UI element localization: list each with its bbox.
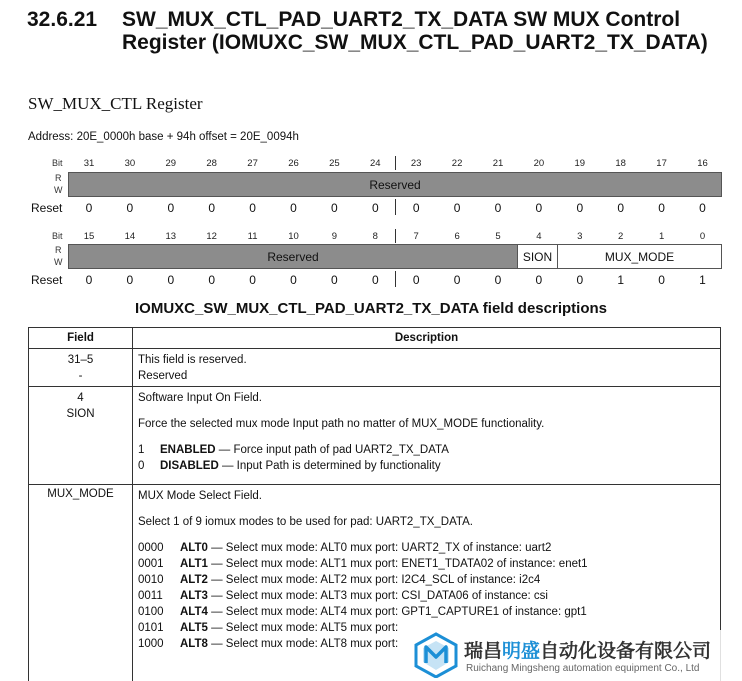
reset-value: 0 xyxy=(249,273,256,287)
reset-value: 0 xyxy=(658,201,665,215)
option-text: — Select mux mode: ALT0 mux port: UART2_TX of instance: uart2 xyxy=(207,542,552,554)
option-line xyxy=(138,604,716,620)
bit-number: 21 xyxy=(492,158,504,169)
option-name: DISABLED xyxy=(160,460,219,472)
option-code: 1 xyxy=(138,444,145,456)
reset-value: 0 xyxy=(85,201,93,215)
reset-value: 0 xyxy=(535,273,543,287)
bit-number: 10 xyxy=(288,231,299,242)
reset-value: 0 xyxy=(167,273,175,287)
reset-value: 0 xyxy=(208,201,216,215)
field-cell: MUX_MODE xyxy=(29,485,133,681)
description-cell: Software Input On Field. Force the selected mux mode Input path no matter of MUX_MODE functionality. 1 ENABLED — Force input path of pad UART2_TX_DATA 0 DISABLED — Input Path is determined by functionality xyxy=(133,387,720,484)
option-code: 0101 xyxy=(138,622,164,634)
bit-number: 16 xyxy=(697,158,708,169)
bit-number: 13 xyxy=(165,231,177,242)
bit-label: Bit xyxy=(52,158,63,168)
write-label: W xyxy=(54,257,63,267)
bit-number: 1 xyxy=(658,231,665,242)
reset-value: 0 xyxy=(412,201,420,215)
option-code: 1000 xyxy=(138,638,164,650)
option-text: — Select mux mode: ALT5 mux port: xyxy=(207,622,399,634)
option-line xyxy=(138,588,716,604)
company-logo-icon xyxy=(412,632,460,678)
bit-number: 14 xyxy=(124,231,136,242)
reset-value: 0 xyxy=(371,273,379,287)
option-name: ENABLED xyxy=(160,444,216,456)
option-code: 0 xyxy=(138,460,145,472)
option-line xyxy=(138,556,716,572)
option-code: 0100 xyxy=(138,606,164,618)
bit-number: 9 xyxy=(331,231,338,242)
option-name: ALT4 xyxy=(180,606,208,618)
option-name: ALT0 xyxy=(180,542,208,554)
option-code: 0001 xyxy=(138,558,164,570)
bit-label: Bit xyxy=(52,231,63,241)
description-cell: This field is reserved. Reserved xyxy=(138,354,247,382)
reset-value: 0 xyxy=(290,201,297,215)
option-name: ALT1 xyxy=(180,558,208,570)
bit-number: 31 xyxy=(83,158,95,169)
reset-value: 0 xyxy=(494,273,502,287)
option-text: — Select mux mode: ALT2 mux port: I2C4_SCL of instance: i2c4 xyxy=(207,574,541,586)
reset-value: 0 xyxy=(535,201,543,215)
table-row-sion xyxy=(29,387,720,485)
reset-value: 0 xyxy=(453,201,461,215)
table-title: IOMUXC_SW_MUX_CTL_PAD_UART2_TX_DATA field descriptions xyxy=(134,300,607,317)
bit-number: 5 xyxy=(495,231,501,242)
byte-divider xyxy=(395,156,396,170)
reset-value: 0 xyxy=(576,201,584,215)
read-label: R xyxy=(55,245,62,255)
reset-value: 0 xyxy=(167,201,175,215)
reset-value: 0 xyxy=(699,201,706,215)
option-code: 0011 xyxy=(138,590,163,602)
field-cell: 4 SION xyxy=(29,387,133,484)
option-text: — Select mux mode: ALT1 mux port: ENET1_TDATA02 of instance: enet1 xyxy=(207,558,588,570)
reset-value: 0 xyxy=(617,201,625,215)
option-text: — Select mux mode: ALT3 mux port: CSI_DATA06 of instance: csi xyxy=(207,590,548,602)
bit-number: 7 xyxy=(413,231,419,242)
reset-value: 1 xyxy=(617,273,625,287)
bit-number: 4 xyxy=(536,231,542,242)
bit-number: 27 xyxy=(247,158,258,169)
reset-value: 0 xyxy=(453,273,461,287)
option-line xyxy=(138,458,716,474)
reset-value: 0 xyxy=(576,273,584,287)
sion-field: SION xyxy=(517,244,558,269)
bit-number: 19 xyxy=(574,158,586,169)
reset-value: 0 xyxy=(249,201,256,215)
reset-value: 0 xyxy=(331,273,338,287)
description-cell: MUX Mode Select Field. Select 1 of 9 iomux modes to be used for pad: UART2_TX_DATA. 0000 ALT0 — Select mux mode: ALT0 mux port: UART2_TX of instance: uart2 0001 ALT1 — Select mux mode: ALT1 mux port: ENET1_TDATA02 of instance: enet1 0010 ALT2 — Select mux mode: ALT2 mux port: I2C4_SCL of instance: i2c4 0011 ALT3 — Select mux mode: ALT3 mux port: CSI_DATA06 of instance: csi 0100 ALT4 — Select mux mode: ALT4 mux port: GPT1_CAPTURE1 of instance: gpt1 0101 ALT5 — Select mux mode: ALT5 mux port: 1000 ALT8 — Select mux mode: ALT8 mux port: xyxy=(133,485,720,681)
option-code: 0000 xyxy=(138,542,164,554)
lower-reserved-field: Reserved xyxy=(68,244,518,269)
reset-value: 1 xyxy=(699,273,706,287)
bit-number: 28 xyxy=(206,158,217,169)
bit-number: 8 xyxy=(372,231,378,242)
bit-number: 25 xyxy=(329,158,340,169)
field-descriptions-table xyxy=(28,327,721,681)
reset-value: 0 xyxy=(290,273,297,287)
section-title: SW_MUX_CTL_PAD_UART2_TX_DATA SW MUX Control Register (IOMUXC_SW_MUX_CTL_PAD_UART2_TX_DATA) xyxy=(122,8,708,54)
bit-number: 24 xyxy=(370,158,381,169)
option-line xyxy=(138,442,716,458)
bit-number: 26 xyxy=(288,158,299,169)
bit-number: 6 xyxy=(454,231,460,242)
reset-label: Reset xyxy=(31,273,63,287)
option-code: 0010 xyxy=(138,574,164,586)
register-address: Address: 20E_0000h base + 94h offset = 20E_0094h xyxy=(28,131,299,143)
reset-label: Reset xyxy=(31,201,63,215)
reset-value: 0 xyxy=(85,273,93,287)
reset-value: 0 xyxy=(208,273,216,287)
register-subheading: SW_MUX_CTL Register xyxy=(28,94,203,113)
table-header-row xyxy=(29,328,720,349)
bit-number: 22 xyxy=(451,158,463,169)
bit-number: 2 xyxy=(618,231,624,242)
watermark-company-name-en: Ruichang Mingsheng automation equipment Co., Ltd xyxy=(466,663,700,674)
watermark-company-name: 瑞昌明盛自动化设备有限公司 xyxy=(464,641,712,662)
bit-number: 12 xyxy=(206,231,217,242)
option-text: — Force input path of pad UART2_TX_DATA xyxy=(215,444,449,456)
option-line xyxy=(138,572,716,588)
write-label: W xyxy=(54,185,63,195)
option-text: — Select mux mode: ALT4 mux port: GPT1_CAPTURE1 of instance: gpt1 xyxy=(207,606,587,618)
bit-number: 15 xyxy=(83,231,95,242)
reset-value: 0 xyxy=(126,273,134,287)
reset-value: 0 xyxy=(658,273,665,287)
bit-number: 17 xyxy=(656,158,667,169)
section-number: 32.6.21 xyxy=(27,8,98,31)
table-row-reserved xyxy=(29,349,720,387)
reset-value: 0 xyxy=(412,273,420,287)
option-text: — Select mux mode: ALT8 mux port: xyxy=(207,638,399,650)
reset-value: 0 xyxy=(126,201,134,215)
option-name: ALT8 xyxy=(180,638,208,650)
field-cell: 31–5 - xyxy=(29,349,133,386)
bit-number: 0 xyxy=(699,231,706,242)
bit-number: 20 xyxy=(533,158,545,169)
bit-number: 30 xyxy=(124,158,136,169)
reset-value: 0 xyxy=(331,201,338,215)
option-name: ALT3 xyxy=(180,590,208,602)
bit-number: 11 xyxy=(247,231,258,242)
field-column-header: Field xyxy=(29,328,133,348)
option-line xyxy=(138,540,716,556)
bit-number: 29 xyxy=(165,158,177,169)
option-name: ALT2 xyxy=(180,574,208,586)
read-label: R xyxy=(55,173,62,183)
description-column-header: Description xyxy=(394,332,459,344)
byte-divider xyxy=(395,229,396,243)
reset-value: 0 xyxy=(494,201,502,215)
bit-number: 23 xyxy=(410,158,422,169)
reset-value: 0 xyxy=(371,201,379,215)
upper-reserved-field: Reserved xyxy=(68,172,722,197)
watermark xyxy=(412,630,742,681)
bit-number: 18 xyxy=(615,158,626,169)
sion-options xyxy=(138,442,716,474)
option-text: — Input Path is determined by functionality xyxy=(218,460,441,472)
bit-number: 3 xyxy=(577,231,583,242)
option-name: ALT5 xyxy=(180,622,208,634)
byte-divider xyxy=(395,199,396,215)
byte-divider xyxy=(395,271,396,287)
mux-mode-field: MUX_MODE xyxy=(557,244,722,269)
